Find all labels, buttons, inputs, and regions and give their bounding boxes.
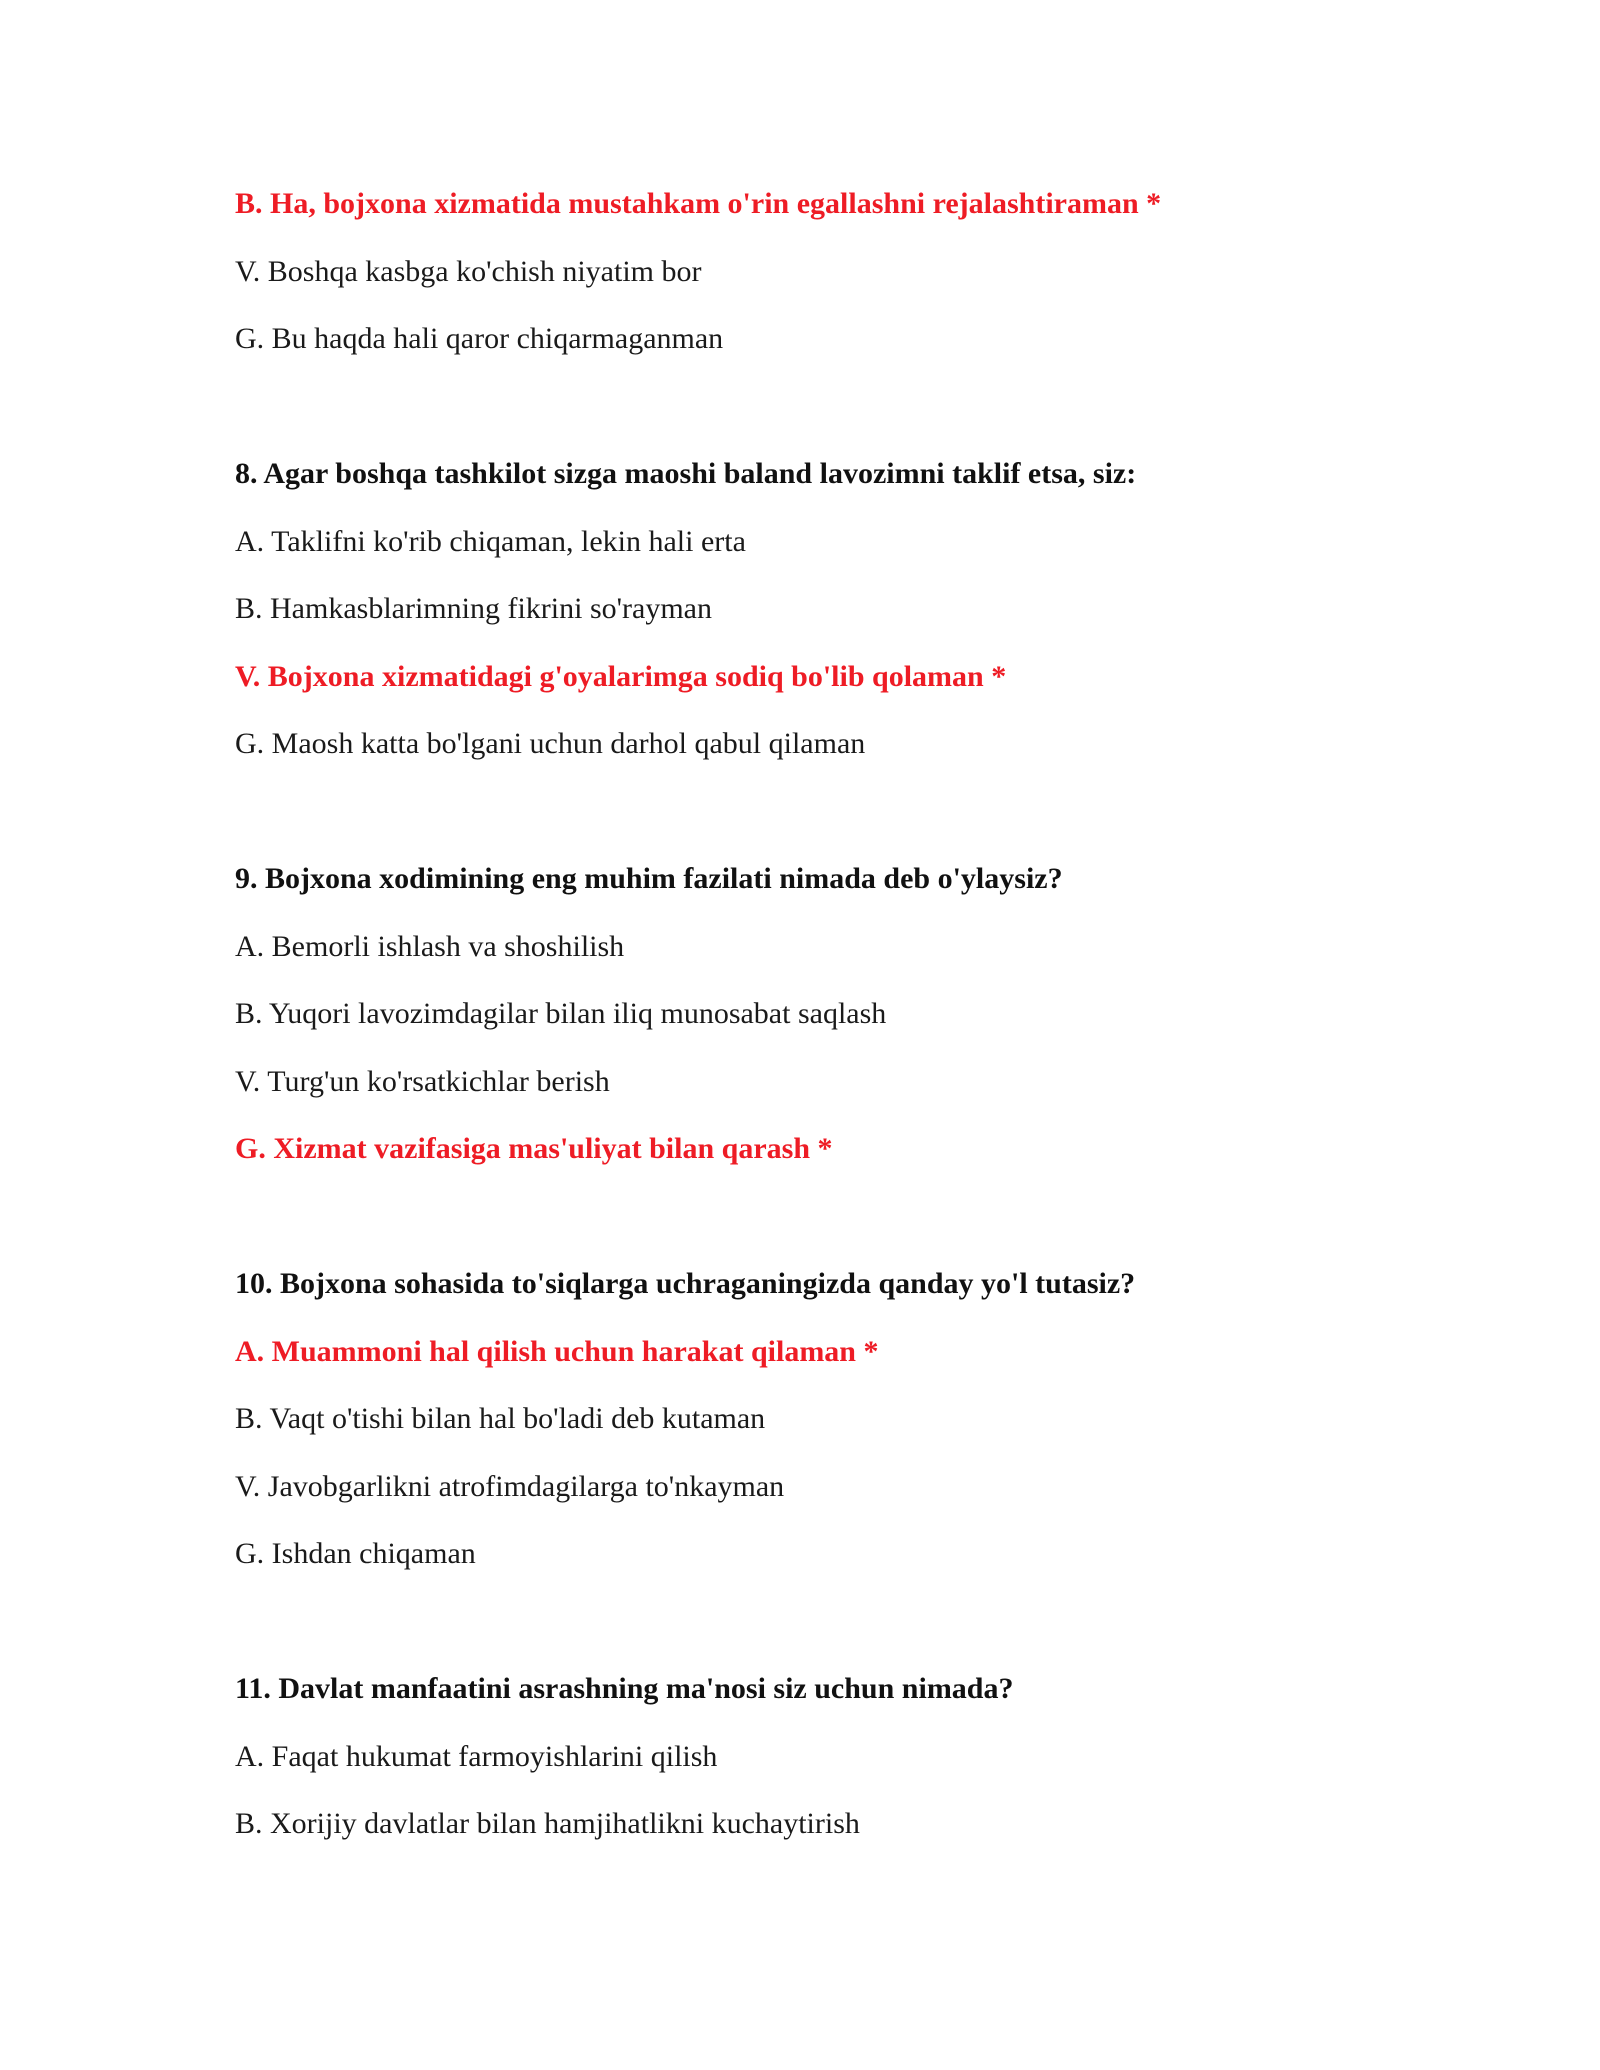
answer-option: V. Boshqa kasbga ko'chish niyatim bor	[235, 254, 702, 288]
options-block-q7	[235, 186, 1475, 357]
answer-option: B. Yuqori lavozimdagilar bilan iliq munosabat saqlash	[235, 997, 887, 1030]
question-text: 9. Bojxona xodimining eng muhim fazilati nimada deb o'ylaysiz?	[235, 862, 1063, 895]
question-block-8	[235, 456, 1475, 762]
question-text: 8. Agar boshqa tashkilot sizga maoshi baland lavozimni taklif etsa, siz:	[235, 457, 1137, 490]
spacer	[235, 794, 1475, 862]
answer-option: B. Vaqt o'tishi bilan hal bo'ladi deb kutaman	[235, 1402, 766, 1435]
answer-option-correct: G. Xizmat vazifasiga mas'uliyat bilan qarash *	[235, 1132, 833, 1165]
question-text: 10. Bojxona sohasida to'siqlarga uchraganingizda qanday yo'l tutasiz?	[235, 1267, 1136, 1300]
answer-option: G. Ishdan chiqaman	[235, 1537, 476, 1570]
answer-option: G. Bu haqda hali qaror chiqarmaganman	[235, 322, 724, 355]
question-block-10	[235, 1266, 1475, 1572]
question-text: 11. Davlat manfaatini asrashning ma'nosi siz uchun nimada?	[235, 1672, 1014, 1705]
answer-option: B. Xorijiy davlatlar bilan hamjihatlikni kuchaytirish	[235, 1807, 860, 1840]
answer-option: V. Turg'un ko'rsatkichlar berish	[235, 1064, 610, 1098]
question-block-9	[235, 861, 1475, 1167]
spacer	[235, 1199, 1475, 1267]
answer-option: V. Javobgarlikni atrofimdagilarga to'nkayman	[235, 1469, 785, 1503]
answer-option-correct: B. Ha, bojxona xizmatida mustahkam o'rin egallashni rejalashtiraman *	[235, 187, 1162, 220]
spacer	[235, 1604, 1475, 1672]
spacer	[235, 389, 1475, 457]
answer-option-correct: V. Bojxona xizmatidagi g'oyalarimga sodiq bo'lib qolaman *	[235, 659, 1007, 693]
answer-option: A. Faqat hukumat farmoyishlarini qilish	[235, 1739, 718, 1773]
question-block-11	[235, 1671, 1475, 1842]
document-page	[235, 186, 1475, 1874]
answer-option: B. Hamkasblarimning fikrini so'rayman	[235, 592, 712, 625]
answer-option: A. Bemorli ishlash va shoshilish	[235, 929, 625, 963]
answer-option: G. Maosh katta bo'lgani uchun darhol qabul qilaman	[235, 727, 866, 760]
answer-option-correct: A. Muammoni hal qilish uchun harakat qilaman *	[235, 1334, 879, 1368]
answer-option: A. Taklifni ko'rib chiqaman, lekin hali erta	[235, 524, 746, 558]
